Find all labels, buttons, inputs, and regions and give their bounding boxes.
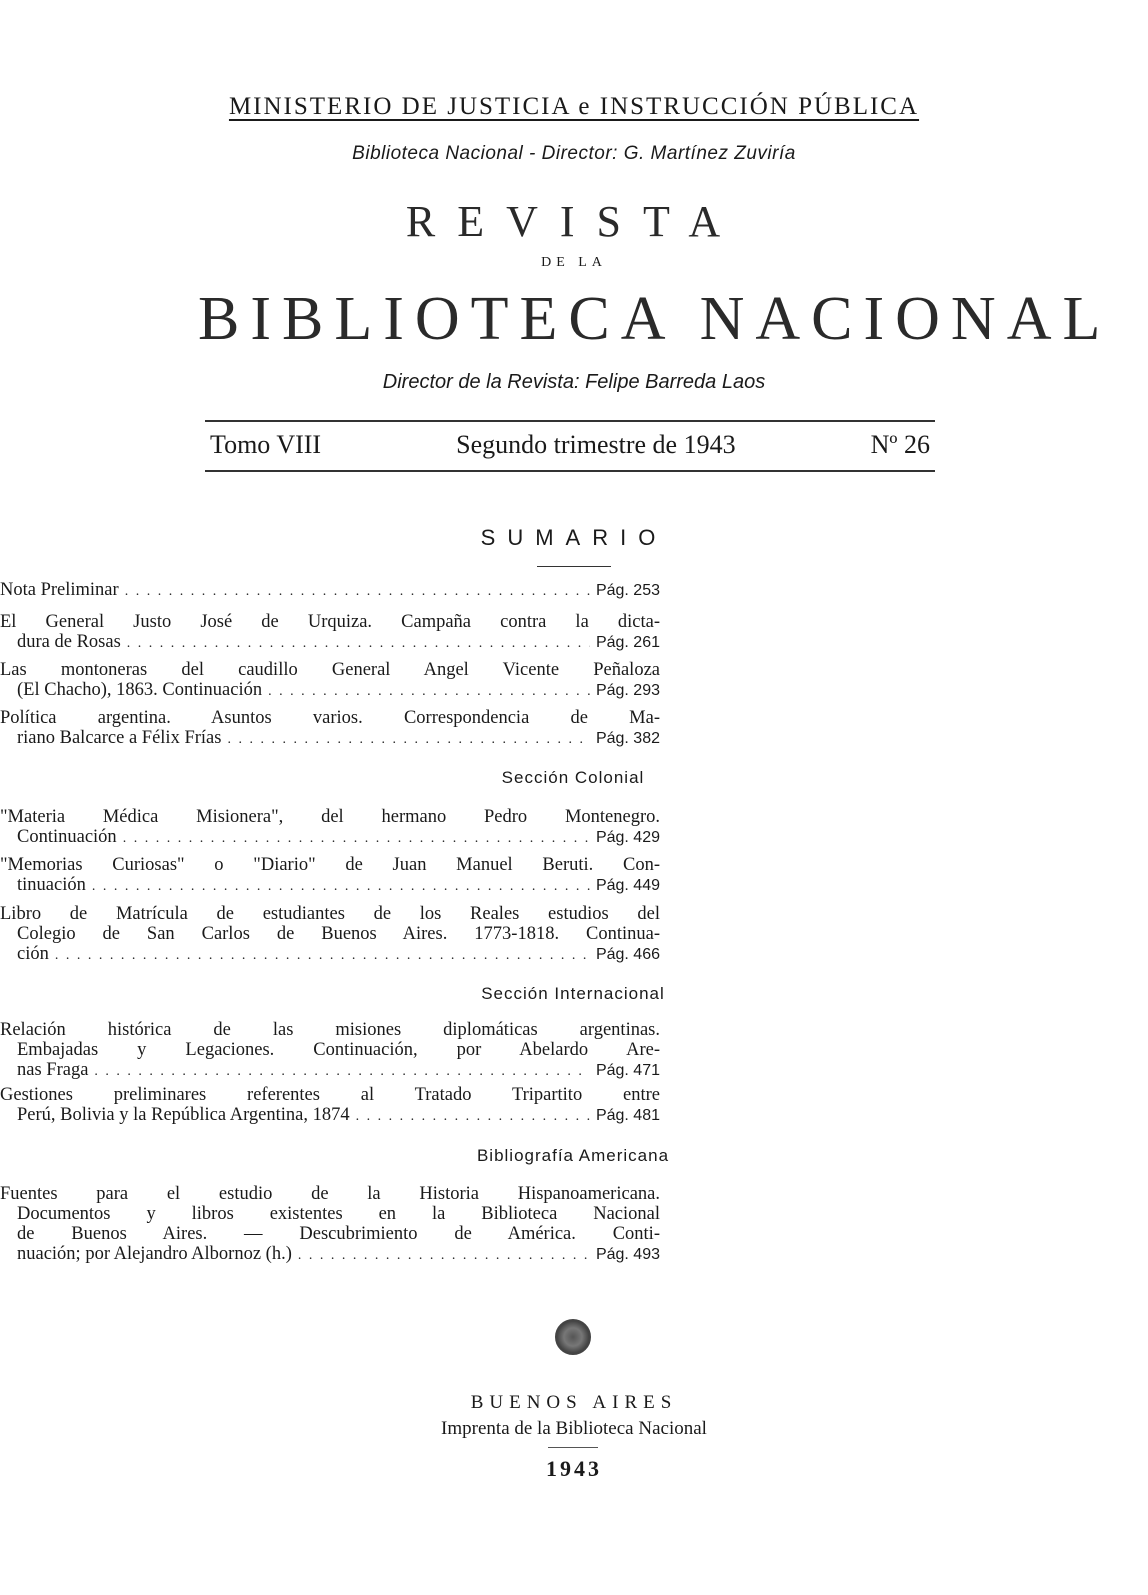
toc-entry-text: riano Balcarce a Félix Frías xyxy=(17,728,222,748)
toc-entry-line: Libro de Matrícula de estudiantes de los Reales estudios del xyxy=(0,904,660,924)
section-heading-internacional: Sección Internacional xyxy=(481,984,665,1003)
volume-label: Tomo VIII xyxy=(210,430,322,459)
toc-entry-line: Colegio de San Carlos de Buenos Aires. 1773-1818. Continua- xyxy=(17,924,660,944)
issue-rule-bottom xyxy=(205,470,935,472)
issue-info xyxy=(210,430,930,460)
toc-entry xyxy=(0,807,660,849)
imprint-city: BUENOS AIRES xyxy=(470,1392,678,1413)
toc-page-ref: Pág. 293 xyxy=(595,682,660,699)
toc-page-ref: Pág. 382 xyxy=(595,730,660,747)
toc-entry xyxy=(0,660,660,702)
toc-page-ref: Pág. 261 xyxy=(595,634,660,651)
toc-entry xyxy=(0,708,660,750)
publication-title: BIBLIOTECA NACIONAL xyxy=(198,285,1112,353)
toc-page-ref: Pág. 481 xyxy=(595,1107,660,1124)
toc-entry-line: Las montoneras del caudillo General Angel Vicente Peñaloza xyxy=(0,660,660,680)
toc-entry xyxy=(0,580,660,602)
toc-entry xyxy=(0,612,660,654)
toc-entry-line: Gestiones preliminares referentes al Tratado Tripartito entre xyxy=(0,1085,660,1105)
toc-entry xyxy=(0,1085,660,1127)
toc-entry-text: Perú, Bolivia y la República Argentina, 1874 xyxy=(17,1105,350,1125)
toc-entry-line: El General Justo José de Urquiza. Campaña contra la dicta- xyxy=(0,612,660,632)
issue-rule-top xyxy=(205,420,935,422)
toc-entry-text: tinuación xyxy=(17,875,86,895)
toc-entry-line: "Materia Médica Misionera", del hermano Pedro Montenegro. xyxy=(0,807,660,827)
toc-page-ref: Pág. 429 xyxy=(595,829,660,846)
library-director-line: Biblioteca Nacional - Director: G. Martínez Zuviría xyxy=(352,143,796,164)
toc-entry-line: Política argentina. Asuntos varios. Correspondencia de Ma- xyxy=(0,708,660,728)
de-la-line: DE LA xyxy=(541,255,607,270)
toc-entry-text: Continuación xyxy=(17,827,117,847)
toc-entry-text: dura de Rosas xyxy=(17,632,121,652)
section-heading-colonial: Sección Colonial xyxy=(501,768,645,787)
imprint-year: 1943 xyxy=(546,1456,602,1481)
toc-entry-line: Documentos y libros existentes en la Biblioteca Nacional xyxy=(17,1204,660,1224)
toc-page-ref: Pág. 471 xyxy=(595,1062,660,1079)
imprint-rule xyxy=(548,1447,598,1448)
toc-entry-text: nuación; por Alejandro Albornoz (h.) xyxy=(17,1244,292,1264)
journal-director-line: Director de la Revista: Felipe Barreda Laos xyxy=(382,371,766,393)
toc-entry-line: "Memorias Curiosas" o "Diario" de Juan Manuel Beruti. Con- xyxy=(0,855,660,875)
section-heading-bibliografia: Bibliografía Americana xyxy=(476,1146,670,1165)
printer-seal-icon xyxy=(555,1319,591,1355)
imprint-printer: Imprenta de la Biblioteca Nacional xyxy=(441,1418,707,1439)
toc-page-ref: Pág. 253 xyxy=(595,582,660,599)
ministry-heading: MINISTERIO DE JUSTICIA e INSTRUCCIÓN PÚBLICA xyxy=(228,93,920,120)
period-label: Segundo trimestre de 1943 xyxy=(456,430,736,459)
toc-entry-text: Nota Preliminar xyxy=(0,580,119,600)
toc-entry xyxy=(0,1020,660,1082)
summary-heading: SUMARIO xyxy=(480,525,668,550)
toc-entry-text: ción xyxy=(17,944,49,964)
toc-page-ref: Pág. 466 xyxy=(595,946,660,963)
toc-entry-line: de Buenos Aires. — Descubrimiento de América. Conti- xyxy=(17,1224,660,1244)
toc-entry-line: Fuentes para el estudio de la Historia Hispanoamericana. xyxy=(0,1184,660,1204)
toc-entry xyxy=(0,1184,660,1266)
toc-entry-line: Embajadas y Legaciones. Continuación, por Abelardo Are- xyxy=(17,1040,660,1060)
toc-entry-line: Relación histórica de las misiones diplomáticas argentinas. xyxy=(0,1020,660,1040)
revista-title: REVISTA xyxy=(405,197,743,246)
toc-entry xyxy=(0,904,660,966)
toc-page-ref: Pág. 493 xyxy=(595,1246,660,1263)
toc-entry-text: (El Chacho), 1863. Continuación xyxy=(17,680,263,700)
issue-number: Nº 26 xyxy=(870,430,930,459)
toc-entry xyxy=(0,855,660,897)
summary-rule xyxy=(537,566,611,567)
toc-page-ref: Pág. 449 xyxy=(595,877,660,894)
toc-entry-text: nas Fraga xyxy=(17,1060,89,1080)
